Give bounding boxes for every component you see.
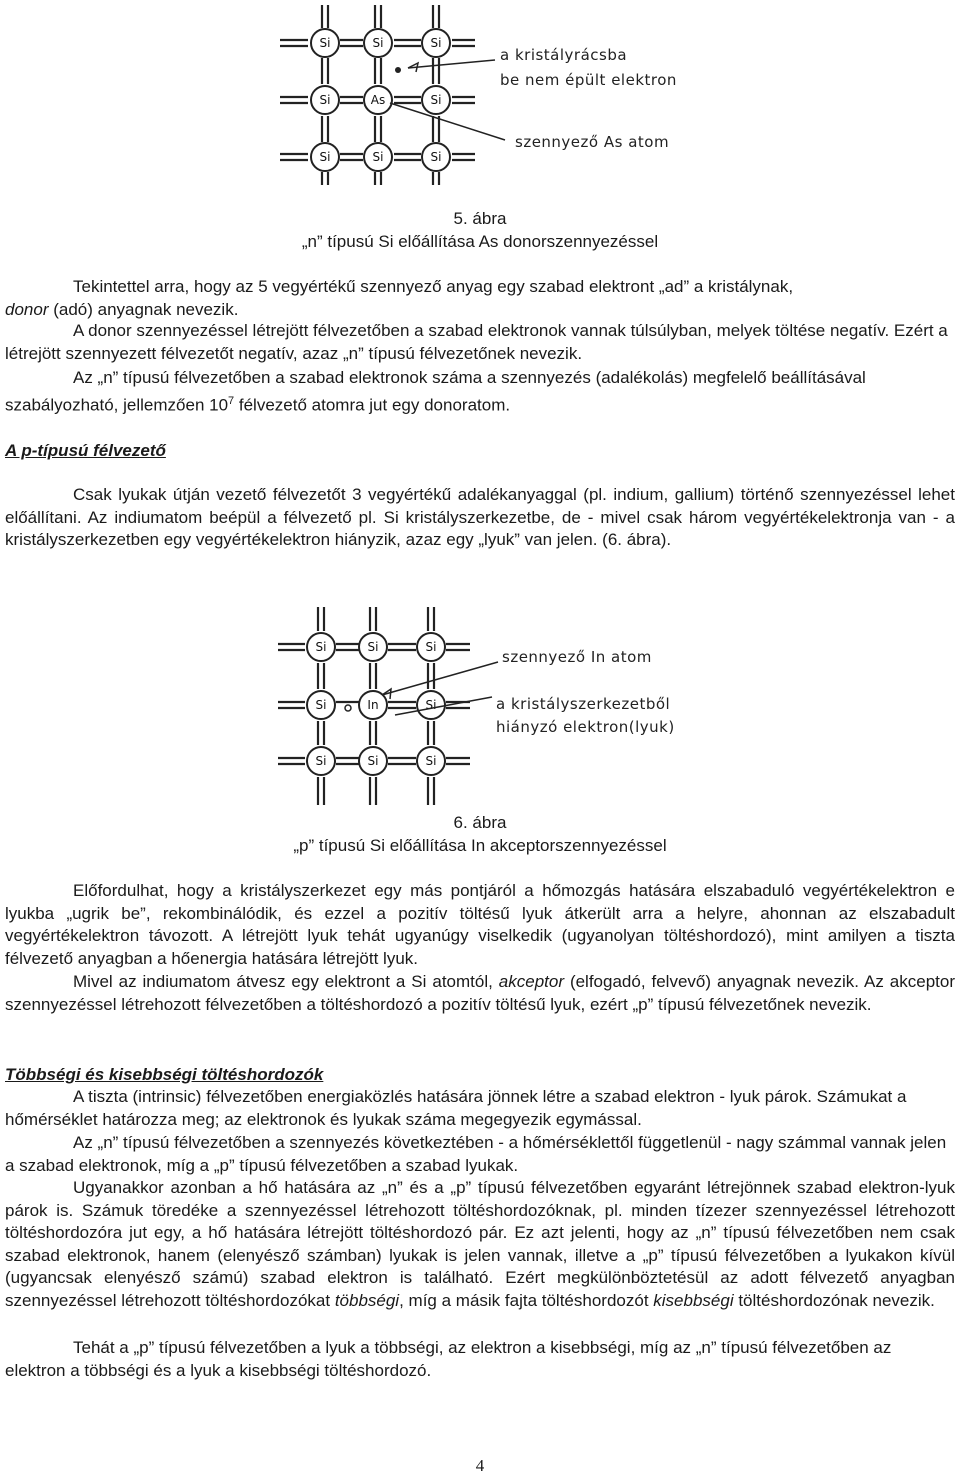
- atom-label: Si: [430, 150, 442, 164]
- atom-label: Si: [319, 93, 331, 107]
- label-hole-line2: hiányzó elektron(lyuk): [496, 718, 675, 736]
- atom-label: Si: [319, 150, 331, 164]
- figure-caption-number: 5. ábra: [453, 209, 507, 228]
- label-in-atom: szennyező In atom: [502, 648, 652, 666]
- paragraph-donor-count: Az „n” típusú félvezetőben a szabad elektronok száma a szennyezés (adalékolás) megfelelő beállításával szabályozható, jellemzően $10^7$ félvezető atomra jut egy donoratom.: [5, 368, 866, 415]
- figure-caption-title: „p” típusú Si előállítása In akceptorszennyezéssel: [293, 836, 667, 855]
- paragraph-n-type: A donor szennyezéssel létrejött félvezetőben a szabad elektronok vannak túlsúlyban, melyek töltése negatív. Ezért a létrejött szennyezett félvezetőt negatív, azaz „n” típusú félvezetőnek nevezik.: [5, 321, 948, 363]
- atom-label: Si: [315, 698, 327, 712]
- figure-caption-title: „n” típusú Si előállítása As donorszennyezéssel: [301, 232, 659, 251]
- paragraph-acceptor: Mivel az indiumatom átvesz egy elektront a Si atomtól, akceptor (elfogadó, felvevő) anyagnak nevezik. Az akceptor szennyezéssel létrehozott félvezetőben a töltéshordozó a pozitív töltésű lyuk, ezért „p” típusú félvezetőnek nevezik.: [5, 972, 956, 1014]
- atom-label: Si: [372, 36, 384, 50]
- atom-label-in: In: [367, 698, 379, 712]
- paragraph-recombination: Előfordulhat, hogy a kristályszerkezet egy más pontjáról a hőmozgás hatására elszabaduló vegyértékelektron e lyukba „ugrik be”, rekombinálódik, és ezzel a pozitív töltésű lyuk átkerült arra a helyre, ahonnan az elszabadult vegyértékelektron távozott. A létrejött lyuk tehát ugyanúgy viselkedik (ugyanolyan töltéshordozó), mint amilyen a tiszta félvezető anyagban a hőenergia hatására létrejött lyuk.: [5, 881, 955, 968]
- section-heading-p-type: A p-típusú félvezető: [5, 441, 166, 460]
- atom-label: Si: [315, 754, 327, 768]
- label-free-electron-line1: a kristályrácsba: [500, 46, 628, 64]
- label-hole-line1: a kristályszerkezetből: [496, 695, 671, 713]
- atom-label: Si: [372, 150, 384, 164]
- atom-label: Si: [430, 93, 442, 107]
- page-number: 4: [475, 1456, 485, 1475]
- paragraph-minority: Ugyanakkor azonban a hő hatására az „n” és a „p” típusú félvezetőben egyaránt létrejönnek szabad elektron-lyuk párok is. Számuk töredéke a szennyezéssel létrehozott töltéshordozóknak, pl. minden tízezer szennyezéssel létrehozott töltéshordozóra jut egy, a hő hatására létrejött töltéshordozó pár. Ez azt jelenti, hogy az „n” típusú félvezetőben nem csak szabad elektronok, hanem (elenyésző számban) lyukak is jelen vannak, illetve a „p” típusú félvezetőben a lyukakon kívül (ugyancsak elenyésző számú) szabad elektron is található. Ezért megkülönböztetésül az adott félvezető anyagban szennyezéssel létrehozott töltéshordozókat többségi, míg a másik fajta töltéshordozót kisebbségi töltéshordozónak nevezik.: [5, 1178, 955, 1310]
- atom-label: Si: [425, 640, 437, 654]
- paragraph-intrinsic: A tiszta (intrinsic) félvezetőben energiaközlés hatására jönnek létre a szabad elektron - lyuk párok. Számukat a hőmérséklet határozza meg; az elektronok és lyukak száma megegyezik egymással.: [5, 1087, 907, 1129]
- figure-p-type-lattice: [270, 605, 690, 810]
- free-electron-dot: [395, 67, 401, 73]
- paragraph-line: Tekintettel arra, hogy az 5 vegyértékű szennyező anyag egy szabad elektront „ad” a kristálynak,: [73, 277, 794, 296]
- italic-term: donor: [5, 299, 49, 319]
- hole-marker: [345, 705, 351, 711]
- paragraph-p-type: Csak lyukak útján vezető félvezetőt 3 vegyértékű adalékanyaggal (pl. indium, gallium) történő szennyezéssel lehet előállítani. Az indiumatom beépül a félvezető pl. Si kristályszerkezetbe, de - mivel csak három vegyértékelektronja van - a kristályszerkezetben egy vegyértékelektron hiányzik, azaz egy „lyuk” van jelen. (6. ábra).: [5, 485, 955, 550]
- atom-label: Si: [425, 754, 437, 768]
- italic-term: akceptor: [498, 972, 564, 991]
- atom-label: Si: [425, 698, 437, 712]
- label-as-atom: szennyező As atom: [515, 133, 670, 151]
- italic-term: többségi: [334, 1290, 400, 1310]
- paragraph-summary: Tehát a „p” típusú félvezetőben a lyuk a többségi, az elektron a kisebbségi, míg az „n” típusú félvezetőben az elektron a többségi és a lyuk a kisebbségi töltéshordozó.: [5, 1338, 892, 1380]
- atom-label: Si: [319, 36, 331, 50]
- atom-label: Si: [315, 640, 327, 654]
- figure-caption-number: 6. ábra: [453, 813, 507, 832]
- figure-n-type-lattice: [270, 0, 690, 185]
- italic-term: kisebbségi: [653, 1290, 734, 1310]
- paragraph-donor: Tekintettel arra, hogy az 5 vegyértékű szennyező anyag egy szabad elektront „ad” a kristálynak, donor (adó) anyagnak nevezik.: [5, 276, 955, 321]
- label-free-electron-line2: be nem épült elektron: [500, 71, 677, 89]
- atom-label: Si: [367, 754, 379, 768]
- atom-label: Si: [430, 36, 442, 50]
- paragraph-majority: Az „n” típusú félvezetőben a szennyezés következtében - a hőmérséklettől függetlenül - nagy számmal vannak jelen a szabad elektronok, míg a „p” típusú félvezetőben a szabad lyukak.: [5, 1133, 947, 1175]
- atom-label: Si: [367, 640, 379, 654]
- section-heading-carriers: Többségi és kisebbségi töltéshordozók: [5, 1065, 324, 1084]
- atom-label-as: As: [370, 93, 386, 107]
